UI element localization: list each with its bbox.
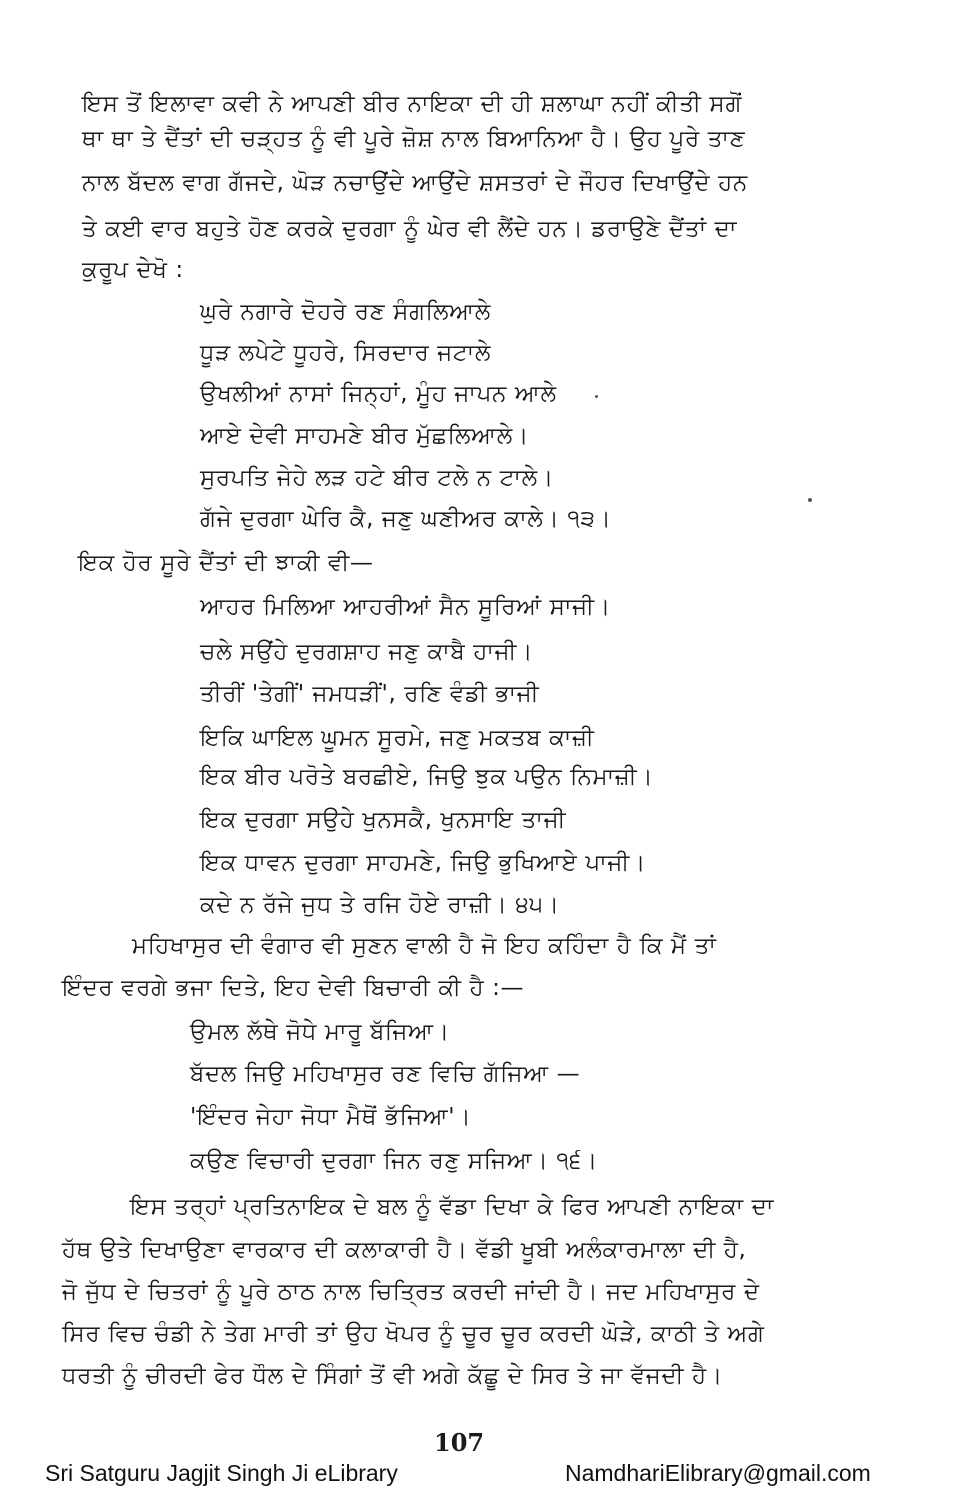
para4-line-1: ਇਸ ਤਰ੍ਹਾਂ ਪ੍ਰਤਿਨਾਇਕ ਦੇ ਬਲ ਨੂੰ ਵੱਡਾ ਦਿਖਾ ਕੇ ਫਿਰ ਆਪਣੀ ਨਾਇਕਾ ਦਾ (130, 1194, 775, 1220)
para4-line-5: ਧਰਤੀ ਨੂੰ ਚੀਰਦੀ ਫੇਰ ਧੌਲ ਦੇ ਸਿੰਗਾਂ ਤੋਂ ਵੀ ਅਗੇ ਕੱਛੂ ਦੇ ਸਿਰ ਤੇ ਜਾ ਵੱਜਦੀ ਹੈ। (62, 1363, 723, 1389)
para3-line-2: ਇੰਦਰ ਵਰਗੇ ਭਜਾ ਦਿਤੇ, ਇਹ ਦੇਵੀ ਬਿਚਾਰੀ ਕੀ ਹੈ :— (62, 975, 525, 1001)
verse3-line-1: ਉਮਲ ਲੱਥੇ ਜੋਧੇ ਮਾਰੂ ਬੱਜਿਆ। (190, 1019, 450, 1045)
para4-line-3: ਜੋ ਜੁੱਧ ਦੇ ਚਿਤਰਾਂ ਨੂੰ ਪੂਰੇ ਠਾਠ ਨਾਲ ਚਿਤ੍ਰਿਤ ਕਰਦੀ ਜਾਂਦੀ ਹੈ। ਜਦ ਮਹਿਖਾਸੁਰ ਦੇ (62, 1279, 760, 1305)
scan-speck (808, 498, 812, 502)
verse2-line-5: ਇਕ ਬੀਰ ਪਰੋਤੇ ਬਰਛੀਏ, ਜਿਉ ਝੁਕ ਪਉਨ ਨਿਮਾਜ਼ੀ। (200, 764, 654, 790)
verse2-line-4: ਇਕਿ ਘਾਇਲ ਘੂਮਨ ਸੂਰਮੇ, ਜਣੁ ਮਕਤਬ ਕਾਜ਼ੀ (200, 725, 595, 751)
verse1-line-3: ਉਖਲੀਆਂ ਨਾਸਾਂ ਜਿਨ੍ਹਾਂ, ਮੂੰਹ ਜਾਪਨ ਆਲੇ (200, 381, 557, 407)
verse1-line-1: ਘੁਰੇ ਨਗਾਰੇ ਦੋਹਰੇ ਰਣ ਸੰਗਲਿਆਲੇ (200, 299, 491, 325)
para1-line-3: ਨਾਲ ਬੱਦਲ ਵਾਗ ਗੱਜਦੇ, ਘੋੜ ਨਚਾਉਂਦੇ ਆਉਂਦੇ ਸ਼ਸਤਰਾਂ ਦੇ ਜੌਹਰ ਦਿਖਾਉਂਦੇ ਹਨ (82, 170, 748, 196)
verse2-line-6: ਇਕ ਦੁਰਗਾ ਸਉਹੇ ਖੁਨਸਕੈ, ਖੁਨਸਾਇ ਤਾਜੀ (200, 807, 567, 833)
para3-line-1: ਮਹਿਖਾਸੁਰ ਦੀ ਵੰਗਾਰ ਵੀ ਸੁਣਨ ਵਾਲੀ ਹੈ ਜੋ ਇਹ ਕਹਿੰਦਾ ਹੈ ਕਿ ਮੈਂ ਤਾਂ (132, 933, 717, 959)
verse2-line-1: ਆਹਰ ਮਿਲਿਆ ਆਹਰੀਆਂ ਸੈਨ ਸੂਰਿਆਂ ਸਾਜੀ। (200, 594, 611, 620)
verse1-line-5: ਸੁਰਪਤਿ ਜੇਹੇ ਲੜ ਹਟੇ ਬੀਰ ਟਲੇ ਨ ਟਾਲੇ। (200, 465, 554, 491)
verse3-line-2: ਬੱਦਲ ਜਿਉ ਮਹਿਖਾਸੁਰ ਰਣ ਵਿਚਿ ਗੱਜਿਆ — (190, 1061, 581, 1087)
verse1-line-4: ਆਏ ਦੇਵੀ ਸਾਹਮਣੇ ਬੀਰ ਮੁੱਛਲਿਆਲੇ। (200, 423, 530, 449)
scan-speck (595, 395, 598, 398)
page-number: 107 (434, 1428, 485, 1457)
verse1-line-2: ਧੂੜ ਲਪੇਟੇ ਧੂਹਰੇ, ਸਿਰਦਾਰ ਜਟਾਲੇ (200, 340, 491, 366)
intro2-line: ਇਕ ਹੋਰ ਸੂਰੇ ਦੈਂਤਾਂ ਦੀ ਝਾਕੀ ਵੀ— (78, 550, 374, 576)
para4-line-4: ਸਿਰ ਵਿਚ ਚੰਡੀ ਨੇ ਤੇਗ ਮਾਰੀ ਤਾਂ ਉਹ ਖੋਪਰ ਨੂੰ ਚੂਰ ਚੂਰ ਕਰਦੀ ਘੋੜੇ, ਕਾਠੀ ਤੇ ਅਗੇ (62, 1321, 765, 1347)
para1-line-1: ਇਸ ਤੋਂ ਇਲਾਵਾ ਕਵੀ ਨੇ ਆਪਣੀ ਬੀਰ ਨਾਇਕਾ ਦੀ ਹੀ ਸ਼ਲਾਘਾ ਨਹੀਂ ਕੀਤੀ ਸਗੋਂ (82, 91, 742, 117)
verse3-line-3: 'ਇੰਦਰ ਜੇਹਾ ਜੋਧਾ ਮੈਥੋਂ ਭੱਜਿਆ'। (190, 1104, 472, 1130)
para1-line-4: ਤੇ ਕਈ ਵਾਰ ਬਹੁਤੇ ਹੋਣ ਕਰਕੇ ਦੁਰਗਾ ਨੂੰ ਘੇਰ ਵੀ ਲੈਂਦੇ ਹਨ। ਡਰਾਉਣੇ ਦੈਂਤਾਂ ਦਾ (82, 216, 737, 242)
para1-line-2: ਥਾ ਥਾ ਤੇ ਦੈਂਤਾਂ ਦੀ ਚੜ੍ਹਤ ਨੂੰ ਵੀ ਪੂਰੇ ਜ਼ੋਸ਼ ਨਾਲ ਬਿਆਨਿਆ ਹੈ। ਉਹ ਪੂਰੇ ਤਾਣ (82, 126, 746, 152)
para1-line-5: ਕੁਰੂਪ ਦੇਖੋ : (82, 257, 184, 283)
footer-library-name: Sri Satguru Jagjit Singh Ji eLibrary (45, 1460, 398, 1486)
verse2-line-2: ਚਲੇ ਸਉਂਹੇ ਦੁਰਗਸ਼ਾਹ ਜਣੁ ਕਾਬੈ ਹਾਜੀ। (200, 639, 534, 665)
verse1-line-6: ਗੱਜੇ ਦੁਰਗਾ ਘੇਰਿ ਕੈ, ਜਣੁ ਘਣੀਅਰ ਕਾਲੇ। ੧੩। (200, 506, 612, 532)
para4-line-2: ਹੱਥ ਉਤੇ ਦਿਖਾਉਣਾ ਵਾਰਕਾਰ ਦੀ ਕਲਾਕਾਰੀ ਹੈ। ਵੱਡੀ ਖੂਬੀ ਅਲੰਕਾਰਮਾਲਾ ਦੀ ਹੈ, (62, 1237, 747, 1263)
verse2-line-7: ਇਕ ਧਾਵਨ ਦੁਰਗਾ ਸਾਹਮਣੇ, ਜਿਉ ਭੁਖਿਆਏ ਪਾਜੀ। (200, 850, 647, 876)
verse2-line-8: ਕਦੇ ਨ ਰੱਜੇ ਜੁਧ ਤੇ ਰਜਿ ਹੋਏ ਰਾਜ਼ੀ। ੪੫। (200, 892, 560, 918)
verse3-line-4: ਕਉਣ ਵਿਚਾਰੀ ਦੁਰਗਾ ਜਿਨ ਰਣੁ ਸਜਿਆ। ੧੬। (190, 1148, 598, 1174)
footer-email: NamdhariElibrary@gmail.com (565, 1460, 871, 1486)
verse2-line-3: ਤੀਰੀਂ 'ਤੇਗੀਂ' ਜਮਧੜੀਂ', ਰਣਿ ਵੰਡੀ ਭਾਜੀ (200, 681, 540, 707)
